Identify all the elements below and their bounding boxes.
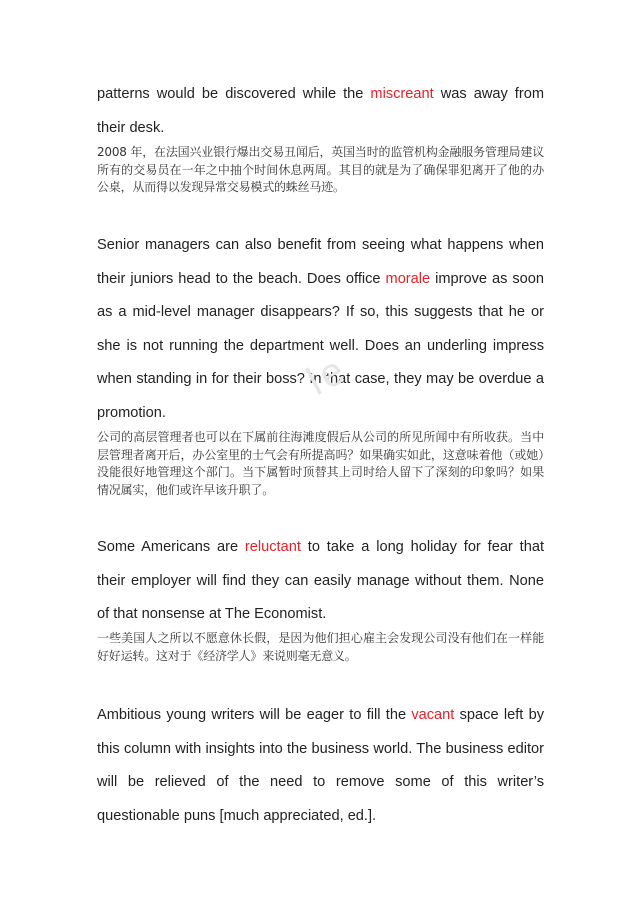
paragraph-3-english xyxy=(97,531,544,632)
paragraph-3-chinese: 一些美国人之所以不愿意休长假，是因为他们担心雇主会发现公司没有他们在一样能好好运转。这对于《经济学人》来说则毫无意义。 xyxy=(97,631,544,663)
watermark: le xyxy=(300,346,356,404)
paragraph-4-text-a: Ambitious young writers will be eager to fill the xyxy=(97,707,412,723)
paragraph-4-text-b: space left by this column with insights into the business world. The business editor will be relieved of the need to remove some of this writer’s questionable puns [much appreciated, ed.]. xyxy=(97,707,544,824)
vocab-word-morale: morale xyxy=(385,270,431,287)
paragraph-3-text-b: to take a long holiday for fear that their employer will find they can easily manage without them. None of that nonsense at The Economist. xyxy=(97,539,544,623)
vocab-word-miscreant: miscreant xyxy=(370,86,434,102)
paragraph-2-chinese: 公司的高层管理者也可以在下属前往海滩度假后从公司的所见所闻中有所收获。当中层管理者离开后，办公室里的士气会有所提高吗？如果确实如此，这意味着他（或她）没能很好地管理这个部门。当下属暂时顶替其上司时给人留下了深刻的印象吗？如果情况属实，他们或许早该升职了。 xyxy=(97,430,544,497)
paragraph-1-english xyxy=(97,78,544,145)
paragraph-4-english xyxy=(97,699,544,833)
paragraph-1-text-a: patterns would be discovered while the xyxy=(97,86,371,102)
vocab-word-vacant: vacant xyxy=(411,707,455,723)
paragraph-2-text-b: improve as soon as a mid-level manager disappears? If so, this suggests that he or she is not running the department well. Does an underling impress when standing in for their boss? In that case, they may be overdue a promotion. xyxy=(97,270,544,421)
paragraph-1-text-b: was away from their desk. xyxy=(97,86,544,136)
paragraph-3-text-a: Some Americans are xyxy=(97,539,245,555)
paragraph-2-text-a: Senior managers can also benefit from seeing what happens when their juniors head to the beach. Does office xyxy=(97,237,544,287)
paragraph-1-chinese: 2008 年，在法国兴业银行爆出交易丑闻后，英国当时的监管机构金融服务管理局建议所有的交易员在一年之中抽个时间休息两周。其目的就是为了确保罪犯离开了他的办公桌，从而得以发现异常交易模式的蛛丝马迹。 xyxy=(97,145,544,194)
vocab-word-reluctant: reluctant xyxy=(244,539,301,555)
